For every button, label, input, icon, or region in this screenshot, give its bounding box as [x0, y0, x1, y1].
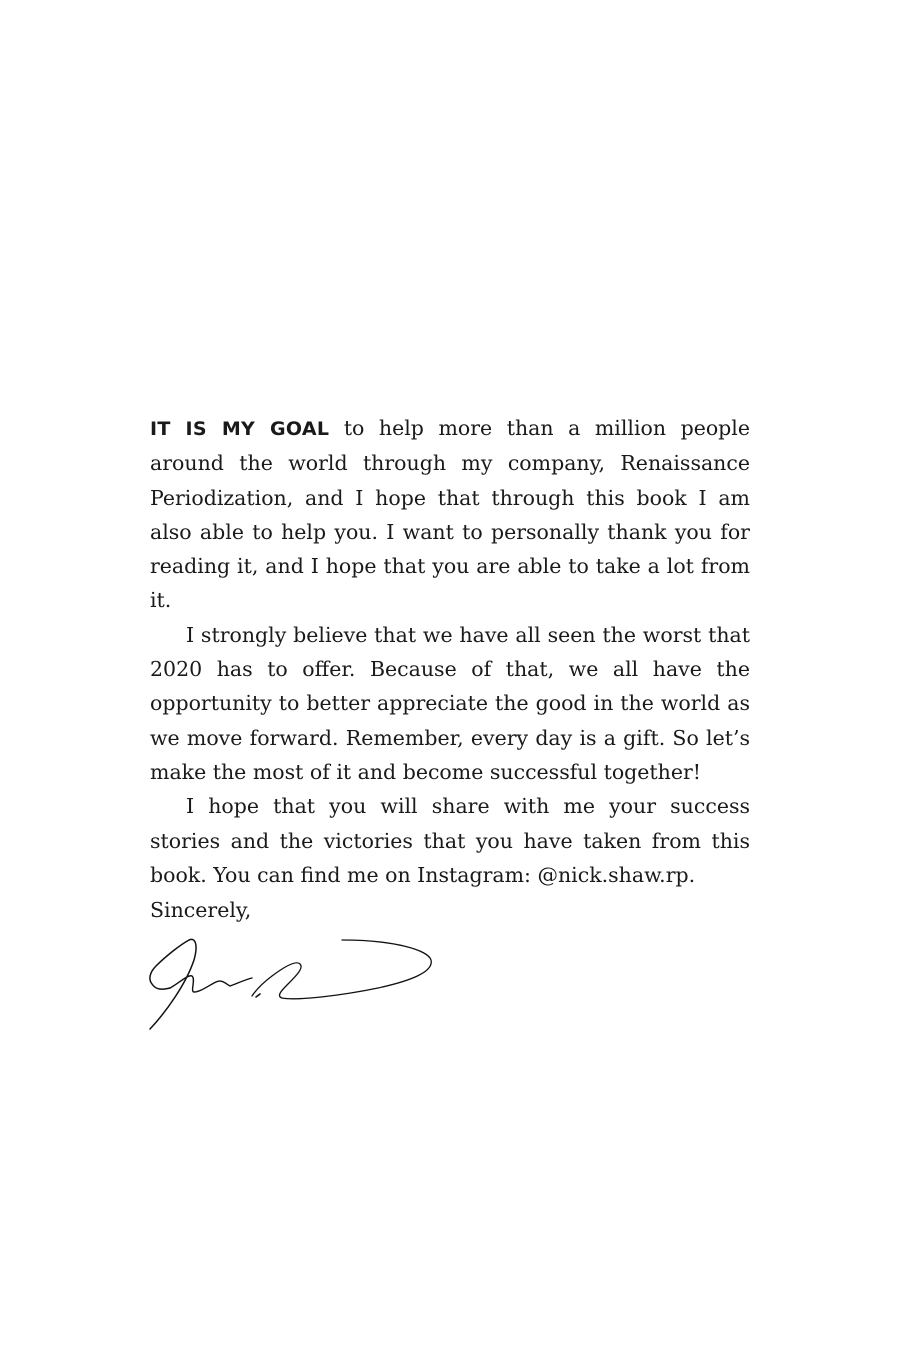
paragraph-1-text: to help more than a million people around the world through my company, Renaissance Periodization, and I hope that through this book I am also able to help you. I want to personally thank you for reading it, and I hope that you are able to take a lot from it.	[150, 416, 750, 613]
paragraph-3: I hope that you will share with me your success stories and the victories that you have taken from this book. You can find me on Instagram: @nick.shaw.rp.	[150, 794, 750, 887]
lead-in-caps: IT IS MY GOAL	[150, 418, 330, 440]
letter-body	[150, 411, 750, 892]
handwritten-signature	[148, 934, 438, 1038]
paragraph-1	[150, 411, 750, 618]
paragraph-2: I strongly believe that we have all seen the worst that 2020 has to offer. Because of that, we all have the opportunity to better appreciate the good in the world as we move forward. Remember, every day is a gift. So let’s make the most of it and become successful together!	[150, 622, 750, 784]
closing-salutation: Sincerely,	[150, 898, 252, 922]
